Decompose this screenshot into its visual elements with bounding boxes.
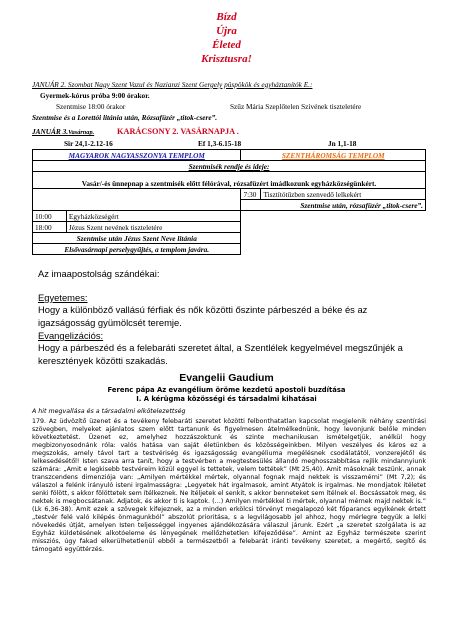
left-time-2: 18:00 bbox=[33, 222, 67, 233]
mass-order-header: Szentmisék rendje és ideje: bbox=[33, 161, 426, 172]
jan2-after-mass: Szentmise és a Lorettói litánia után, Rózsafüzér „titok-csere”. bbox=[32, 113, 218, 122]
right-mass-intention: Tisztítótűzben szenvedő lelkekért bbox=[261, 189, 426, 200]
right-mass-time: 7:30 bbox=[241, 189, 261, 200]
eg-title: Evangelii Gaudium bbox=[179, 372, 274, 384]
eg-section-title: A hit megvallása és a társadalmi elkötelezettség bbox=[32, 408, 186, 415]
mass-schedule-table bbox=[32, 149, 426, 255]
rosary-note: Vasár/-és ünnepnap a szentmisék előtt félórával, rózsafüzért imádkozunk egyházközségünkért. bbox=[33, 178, 426, 189]
jan3-date: JANUÁR 3. bbox=[32, 127, 69, 136]
universal-text: Hogy a különböző vallású férfiak és nők közötti őszinte párbeszéd a béke és az igazságosság gyümölcsét teremje. bbox=[38, 304, 368, 328]
eg-paragraph: 179. Az üdvözítő üzenet és a tevékeny felebaráti szeretet közötti felbonthatatlan kapcsolat megjelenik néhány szentírási szövegben, melyeket ajánlatos szem előtt tartanunk és figyelmesen átelmélkednünk, hogy levonjunk belőle minden következtetést. Üzenet ez, amelyhez hozzászoktunk és szinte mechanikusan ismételgetjük, anélkül hogy megbizonyosodnánk róla: valós hatása van saját életünkben és közösségeinkben. Milyen veszélyes és káros ez a megszokás, amely távol tart a testvériség és igazságosság evangéliuma megélésnek csodálatától, vonzerejétől és lelkesedésétől! Isten szava arra tanít, hogy a testvérben a megtestesülés állandó meghosszabbítása rejlik mindannyiunk számára: „Amit e legkisebb testvéreim közül eggyel is tettetek, velem tettétek” (Mt 25,40). Amit másoknak teszünk, annak transzcendens dimenziója van: „Amilyen mértékkel mértek, olyannal fognak majd nektek is visszamérni” (Mt 7,2); és válaszol a felénk irányuló isteni irgalmasságra: „Legyetek hát irgalmasok, amint Atyátok is irgalmas. Ne mondjatok ítéletet senki fölött, s akkor fölöttetek sem ítélkeznek. Ne ítéljetek el senkit, s akkor benneteket sem ítélnek el. Bocsássatok meg, és nektek is megbocsátanak. Adjatok, és akkor ti is kaptok. (…) Amilyen mértékkel ti mértek, olyannal mérnek majd nektek is.” (Lk 6,36-38). Amit ezek a szövegek kifejeznek, az a minden erkölcsi törvényt megalapozó két főparancs egyikének értett „testvér felé való kilépés önmagunkból” abszolút prioritása, s a legvilágosabb jel ahhoz, hogy mérlegre tegyük a lelki növekedés útját, amelyen Isten teljességgel ingyenes ajándékozására válaszul járunk. Ezért „a szeretet szolgálata is az Egyház küldetésének alkotóeleme és lényegének mellőzhetetlen kifejeződése”. Amint az Egyház természete szerint missziós, úgy fakad elkerülhetetlenül ebből a természetből a felebarát iránti tevékeny szeretet, a megértő, segítő és támogató együttérzés. bbox=[32, 418, 426, 553]
reading-1: Sir 24,1-2.12-16 bbox=[64, 139, 113, 148]
church-right: SZENTHÁROMSÁG TEMPLOM bbox=[241, 150, 426, 161]
jan2-mass-intention: Szűz Mária Szeplőtelen Szívének tiszteletére bbox=[230, 102, 362, 111]
reading-3: Jn 1,1-18 bbox=[328, 139, 357, 148]
universal-label: Egyetemes: bbox=[38, 292, 88, 303]
jan3-day: Vasárnap. bbox=[68, 129, 95, 136]
right-after-mass: Szentmise után, rózsafüzér „titok-csere”. bbox=[241, 200, 426, 211]
eg-subtitle-2: I. A kérügma közösségi és társadalmi kihatásai bbox=[136, 395, 317, 403]
left-intention-1: Egyházközségért bbox=[66, 211, 241, 222]
choir-rehearsal: Gyermek-kórus próba 9:00 órakor. bbox=[40, 91, 150, 100]
church-left: MAGYAROK NAGYASSZONYA TEMPLOM bbox=[33, 150, 241, 161]
evangel-label: Evangelizációs: bbox=[38, 330, 104, 341]
jan3-header bbox=[32, 127, 239, 137]
title-line-2: Újra bbox=[216, 25, 237, 37]
jan3-feast: KARÁCSONY 2. VASÁRNAPJA . bbox=[117, 127, 239, 136]
left-time-1: 10:00 bbox=[33, 211, 67, 222]
title-line-4: Krisztusra! bbox=[201, 53, 252, 65]
reading-2: Ef 1,3-6.15-18 bbox=[198, 139, 242, 148]
jan2-header: JANUÁR 2. Szombat Nagy Szent Vazul és Nazianzi Szent Gergely püspökök és egyháztanítók E.: bbox=[32, 80, 313, 89]
left-intention-2: Jézus Szent nevének tiszteletére bbox=[66, 222, 241, 233]
collection-note: Elsővasárnapi perselygyűjtés, a templom javára. bbox=[33, 244, 241, 255]
evangel-text: Hogy a párbeszéd és a felebaráti szeretet által, a Szentlélek kegyelmével megszűnjék a keresztények közötti szakadás. bbox=[38, 342, 403, 366]
left-after-mass: Szentmise után Jézus Szent Neve litánia bbox=[33, 233, 241, 244]
title-line-1: Bízd bbox=[216, 11, 237, 23]
prayer-intro: Az imaapostolság szándékai: bbox=[38, 268, 160, 279]
jan2-mass-time: Szentmise 18:00 órakor bbox=[56, 102, 126, 111]
eg-subtitle-1: Ferenc pápa Az evangélium öröme kezdetű apostoli buzdítása bbox=[107, 386, 346, 394]
title-line-3: Életed bbox=[212, 39, 241, 51]
